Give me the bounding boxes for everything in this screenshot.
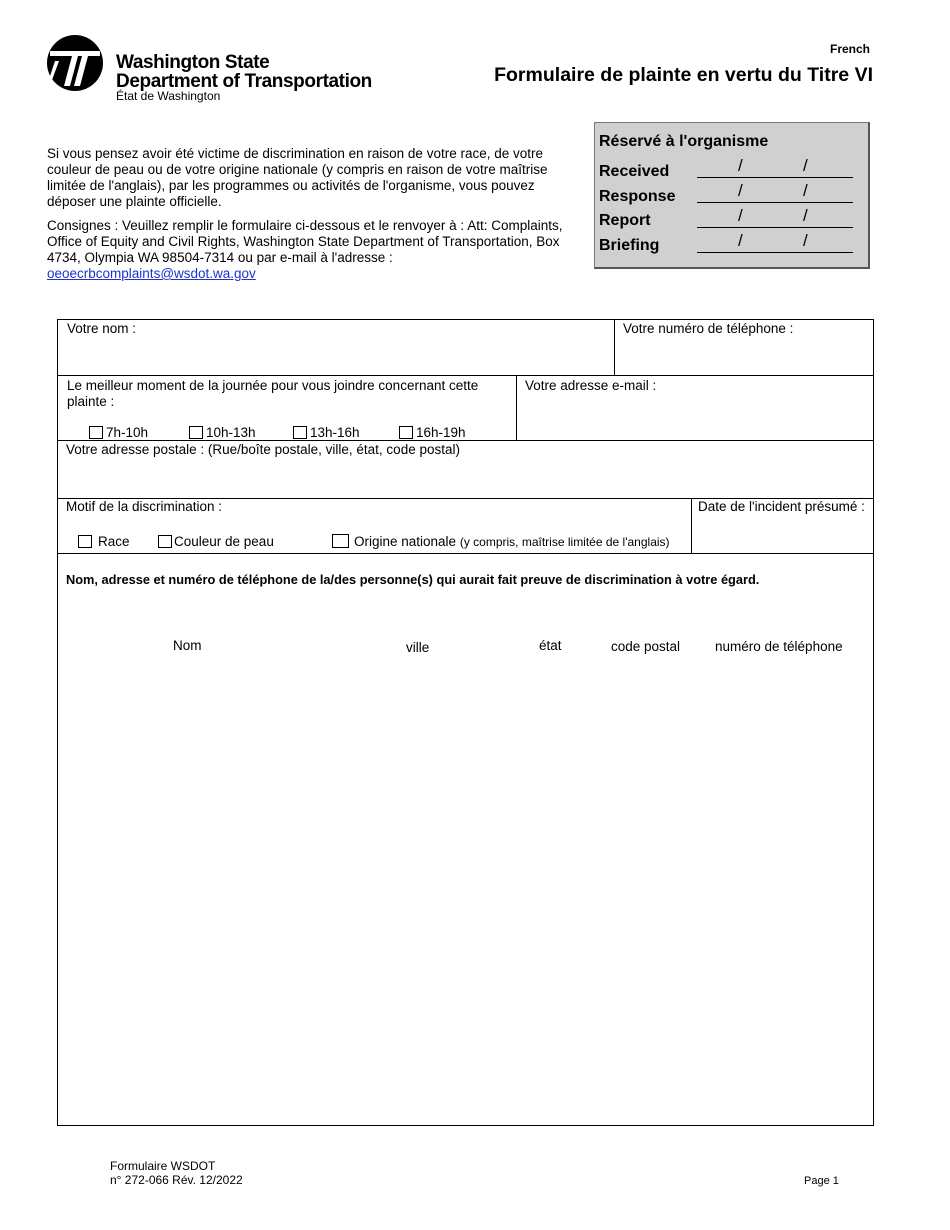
org-name-line1: Washington State [116,52,270,73]
agency-row-report: Report [599,212,651,229]
language-label: French [829,42,870,56]
agency-row-received: Received [599,163,670,180]
email-field[interactable] [516,375,874,441]
instructions-paragraph [47,218,573,282]
report-date-slash: / [738,206,743,225]
wsdot-logo-icon [46,34,104,92]
column-name: Nom [173,638,202,653]
time-option-13-16[interactable]: 13h-16h [293,425,360,441]
checkbox[interactable] [158,535,172,548]
org-name-line2: Department of Transportation [116,71,372,92]
wsdot-logo [46,34,104,92]
column-phone: numéro de téléphone [715,639,843,654]
agency-row-briefing: Briefing [599,237,660,254]
checkbox[interactable] [189,426,203,439]
form-name: Formulaire WSDOT [110,1159,216,1173]
reason-option-origin[interactable]: Origine nationale (y compris, maîtrise limitée de l'anglais) [332,534,670,550]
response-date-slash: / [738,181,743,200]
checkbox[interactable] [293,426,307,439]
response-date-line[interactable] [697,202,853,203]
incident-date-label: Date de l'incident présumé : [698,499,865,514]
briefing-date-slash: / [803,231,808,250]
phone-field[interactable] [614,319,874,376]
best-time-label: Le meilleur moment de la journée pour vous joindre concernant cette plainte : [67,378,479,409]
reason-option-color[interactable]: Couleur de peau [158,534,274,550]
discrimination-reason-field [57,498,692,554]
incident-date-field[interactable] [691,498,874,554]
best-time-field [57,375,517,441]
org-subtitle: État de Washington [116,89,221,103]
respondents-section[interactable] [57,553,874,1126]
response-date-slash: / [803,181,808,200]
briefing-date-slash: / [738,231,743,250]
page-title: Formulaire de plainte en vertu du Titre VI [494,64,873,86]
postal-address-field[interactable] [57,440,874,499]
phone-label: Votre numéro de téléphone : [623,321,794,336]
form-number: n° 272-066 Rév. 12/2022 [110,1173,243,1187]
checkbox[interactable] [78,535,92,548]
checkbox[interactable] [89,426,103,439]
time-option-10-13[interactable]: 10h-13h [189,425,256,441]
time-option-7-10[interactable]: 7h-10h [89,425,148,441]
report-date-slash: / [803,206,808,225]
reason-label: Motif de la discrimination : [66,499,223,514]
report-date-line[interactable] [697,227,853,228]
checkbox[interactable] [332,534,349,548]
agency-use-box [594,122,870,269]
email-label: Votre adresse e-mail : [525,378,657,393]
reason-option-race[interactable]: Race [78,534,130,550]
received-date-slash: / [738,156,743,175]
name-field[interactable] [57,319,615,376]
column-zip: code postal [611,639,681,654]
postal-address-label: Votre adresse postale : (Rue/boîte postale, ville, état, code postal) [66,442,460,457]
received-date-slash: / [803,156,808,175]
name-label: Votre nom : [67,321,137,336]
complaints-email-link[interactable]: oeoecrbcomplaints@wsdot.wa.gov [47,266,256,281]
agency-row-response: Response [599,188,676,205]
agency-box-title: Réservé à l'organisme [599,133,769,150]
column-city: ville [406,640,430,655]
page-number: Page 1 [804,1175,839,1187]
respondents-heading: Nom, adresse et numéro de téléphone de la/des personne(s) qui aurait fait preuve de discrimination à votre égard. [66,572,760,587]
received-date-line[interactable] [697,177,853,178]
column-state: état [539,638,562,653]
time-option-16-19[interactable]: 16h-19h [399,425,466,441]
origin-note: (y compris, maîtrise limitée de l'anglais) [459,535,670,549]
checkbox[interactable] [399,426,413,439]
instructions-text: Consignes : Veuillez remplir le formulaire ci-dessous et le renvoyer à : Att: Complaints, Office of Equity and Civil Rights, Washington State Department of Transportation, Box 4734, Olympia WA 98504-7314 ou par e-mail à l'adresse : [47,218,563,265]
briefing-date-line[interactable] [697,252,853,253]
intro-paragraph: Si vous pensez avoir été victime de discrimination en raison de votre race, de votre couleur de peau ou de votre origine nationale (y compris en raison de votre maîtrise limitée de l'anglais), par les programmes ou activités de l'organisme, vous pouvez déposer une plainte officielle. [47,146,548,209]
